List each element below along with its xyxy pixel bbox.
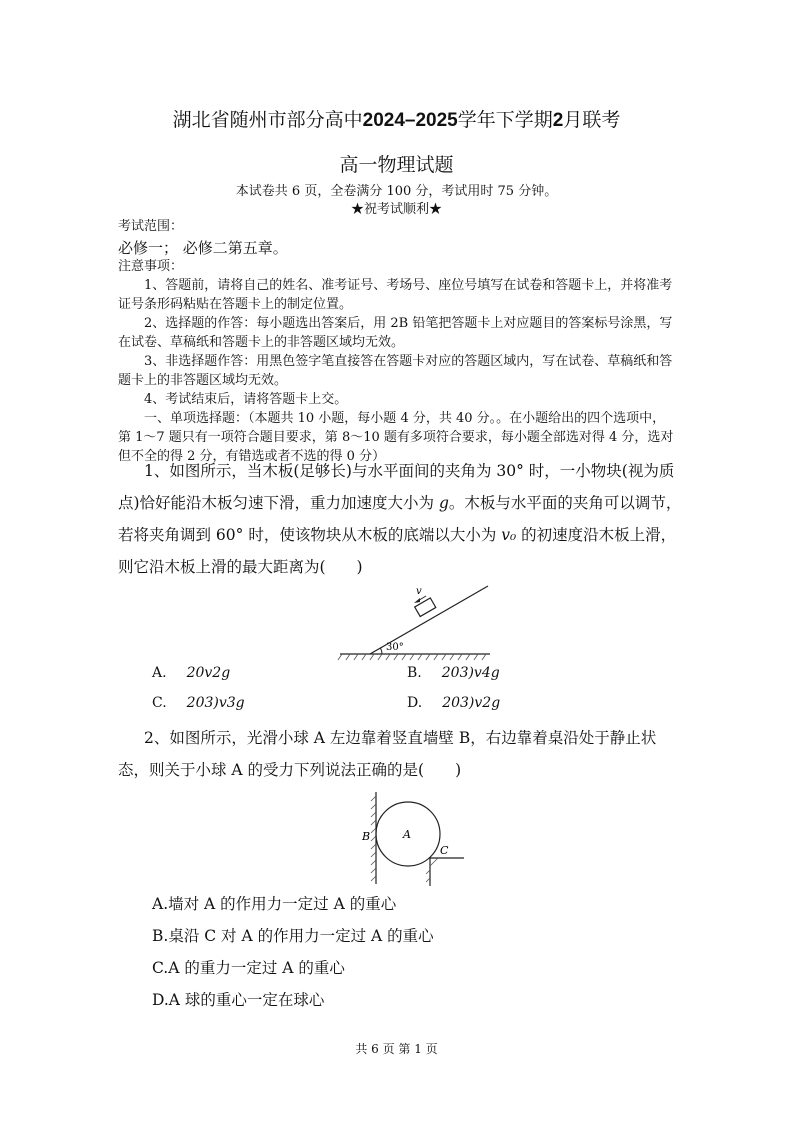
wall-hatching: [371, 796, 376, 881]
notice-item: 3、非选择题作答：用黑色签字笔直接答在答题卡对应的答题区域内，写在试卷、草稿纸和答题卡上的非答题区域均无效。: [118, 354, 673, 388]
notice-item: 1、答题前，请将自己的姓名、准考证号、考场号、座位号填写在试卷和答题卡上，并将准考证号条形码粘贴在答题卡上的制定位置。: [118, 278, 673, 312]
ground-hatching: [338, 654, 486, 660]
incline-figure: [330, 580, 500, 662]
q2-option-b: B.桌沿 C 对 A 的作用力一定过 A 的重心: [152, 927, 434, 945]
q1-option-c: C. 203)v3g: [152, 695, 245, 711]
table-edge-label: C: [440, 844, 449, 857]
angle-label: 30°: [386, 642, 404, 653]
scope-content: 必修一； 必修二第五章。: [118, 239, 288, 257]
question-1-text: 1、如图所示，当木板(足够长)与水平面间的夹角为 30° 时，一小物块(视为质点)恰好能沿木板匀速下滑，重力加速度大小为 g。木板与水平面的夹角可以调节，若将夹角调到 60° 时，使该物块从木板的底端以大小为 v₀ 的初速度沿木板上滑，则它沿木板上滑的最大距离为( ): [118, 462, 682, 576]
exam-title: 湖北省随州市部分高中2024–2025学年下学期2月联考: [172, 109, 621, 131]
notice-item: 2、选择题的作答：每小题选出答案后，用 2B 铅笔把答题卡上对应题目的答案标号涂黑，写在试卷、草稿纸和答题卡上的非答题区域均无效。: [118, 316, 673, 350]
q2-option-a: A.墙对 A 的作用力一定过 A 的重心: [152, 895, 397, 913]
angle-arc: [380, 648, 382, 654]
ball-wall-figure: [358, 788, 468, 888]
notice-label: 注意事项：: [118, 259, 184, 274]
ball-label: A: [403, 828, 411, 841]
notice-list: [118, 276, 678, 466]
question-2-text: 2、如图所示，光滑小球 A 左边靠着竖直墙壁 B，右边靠着桌沿处于静止状态，则关于小球 A 的受力下列说法正确的是( ): [118, 729, 657, 779]
wall-label: B: [362, 830, 371, 843]
q1-option-d: D. 203)v2g: [407, 695, 501, 711]
q1-option-a: A. 20v2g: [152, 665, 231, 681]
exam-subtitle: 高一物理试题: [339, 154, 454, 176]
scope-label: 考试范围：: [118, 219, 184, 234]
q2-option-d: D.A 球的重心一定在球心: [152, 991, 325, 1009]
good-luck-line: ★祝考试顺利★: [350, 202, 442, 217]
velocity-arrowhead: [414, 598, 420, 603]
table-hatching: [426, 858, 438, 882]
q1-option-b: B. 203)v4g: [407, 665, 500, 681]
velocity-label: v: [416, 586, 422, 597]
section-heading: 一、单项选择题：（本题共 10 小题，每小题 4 分，共 40 分。。在小题给出的四个选项中，第 1～7 题只有一项符合题目要求，第 8～10 题有多项符合要求，每小题全部选对得 4 分，选对但不全的得 2 分，有错选或者不选的得 0 分）: [118, 411, 674, 464]
notice-item: 4、考试结束后，请将答题卡上交。: [144, 392, 348, 407]
page-footer: 共 6 页 第 1 页: [355, 1042, 438, 1056]
q2-option-c: C.A 的重力一定过 A 的重心: [152, 959, 345, 977]
exam-info: 本试卷共 6 页，全卷满分 100 分，考试用时 75 分钟。: [235, 184, 558, 199]
